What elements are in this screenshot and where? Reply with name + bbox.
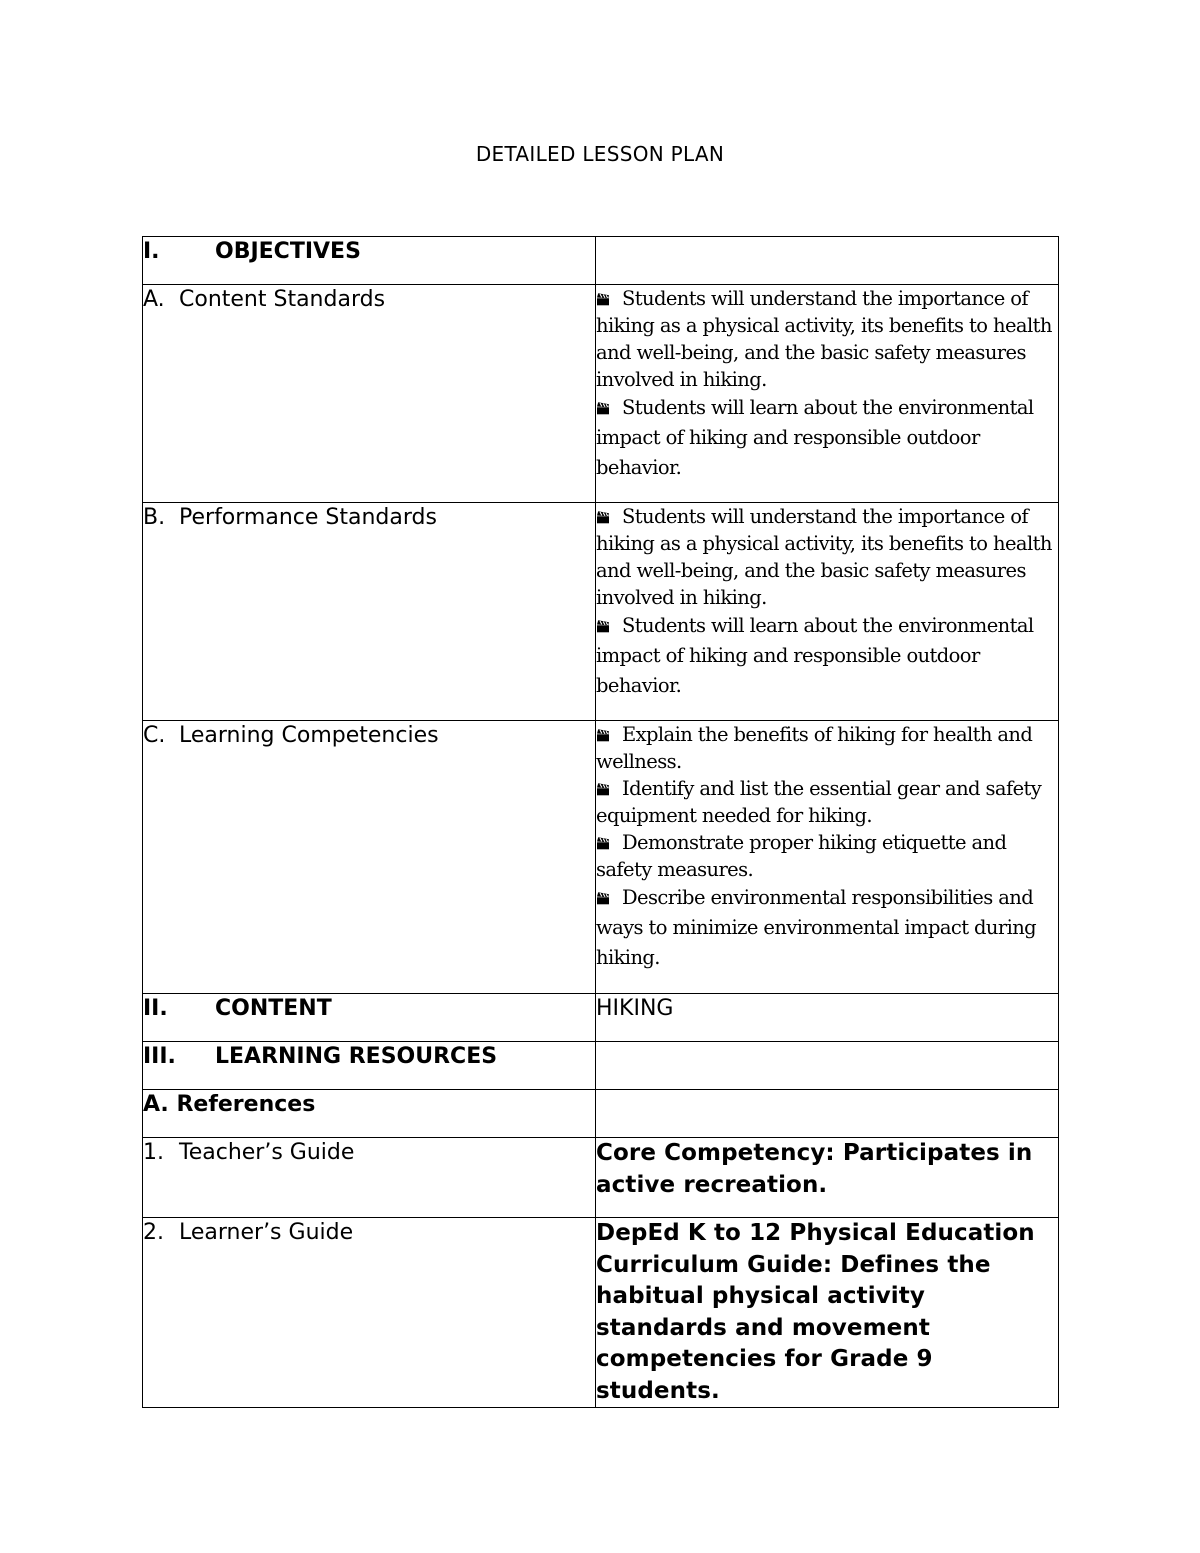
lesson-plan-table [142,236,1059,1408]
list-item: Students will learn about the environmental impact of hiking and responsible outdoor behavior. [596,396,1034,479]
row-label: Teacher’s Guide [179,1140,355,1165]
learning-competencies-value-cell [596,721,1059,994]
section-heading: LEARNING RESOURCES [215,1044,498,1069]
clapperboard-icon [596,891,610,905]
section-heading: CONTENT [215,996,332,1021]
learning-resources-heading-cell [143,1042,596,1090]
section-numeral: III. [143,1044,176,1069]
list-item: Students will learn about the environmental impact of hiking and responsible outdoor behavior. [596,614,1034,697]
content-heading-cell [143,994,596,1042]
list-item: Students will understand the importance of hiking as a physical activity, its benefits to health and well-being, and the basic safety measures involved in hiking. [596,287,1052,391]
clapperboard-icon [596,728,610,742]
teachers-guide-value: Core Competency: Participates in active recreation. [596,1140,1033,1198]
table-row [143,1042,1059,1090]
document-title: DETAILED LESSON PLAN [475,142,725,166]
table-row [143,994,1059,1042]
clapperboard-icon [596,782,610,796]
list-item: Students will understand the importance of hiking as a physical activity, its benefits to health and well-being, and the basic safety measures involved in hiking. [596,505,1052,609]
section-numeral: II. [143,996,168,1021]
row-label: Performance Standards [179,505,437,530]
references-value-cell [596,1090,1059,1138]
content-value: HIKING [596,996,674,1021]
performance-standards-label-cell [143,503,596,721]
list-item: Demonstrate proper hiking etiquette and safety measures. [596,831,1007,881]
item-number: 2. [143,1220,164,1245]
table-row [143,721,1059,994]
objectives-value-cell [596,237,1059,285]
row-label: Content Standards [179,287,386,312]
table-row [143,1090,1059,1138]
table-row [143,503,1059,721]
learning-competencies-label-cell [143,721,596,994]
bullet-list [596,721,1058,973]
item-letter: B. [143,505,166,530]
teachers-guide-label-cell [143,1138,596,1218]
item-letter: C. [143,723,166,748]
bullet-list [596,503,1058,701]
section-heading: OBJECTIVES [215,239,361,264]
performance-standards-value-cell [596,503,1059,721]
row-label: Learning Competencies [179,723,439,748]
table-row [143,237,1059,285]
table-row [143,285,1059,503]
references-heading-cell [143,1090,596,1138]
clapperboard-icon [596,401,610,415]
learners-guide-label-cell [143,1218,596,1408]
row-label: Learner’s Guide [179,1220,354,1245]
list-item: Explain the benefits of hiking for health and wellness. [596,723,1033,773]
table-row [143,1138,1059,1218]
learners-guide-value: DepEd K to 12 Physical Education Curriculum Guide: Defines the habitual physical activity standards and movement competencies for Grade 9 students. [596,1220,1035,1404]
item-letter: A. [143,287,165,312]
clapperboard-icon [596,510,610,524]
bullet-list [596,285,1058,483]
learning-resources-value-cell [596,1042,1059,1090]
item-number: 1. [143,1140,164,1165]
clapperboard-icon [596,619,610,633]
teachers-guide-value-cell [596,1138,1059,1218]
content-value-cell [596,994,1059,1042]
content-standards-value-cell [596,285,1059,503]
list-item: Identify and list the essential gear and safety equipment needed for hiking. [596,777,1042,827]
learners-guide-value-cell [596,1218,1059,1408]
clapperboard-icon [596,836,610,850]
objectives-heading-cell [143,237,596,285]
references-heading: A. References [143,1092,316,1117]
table-row [143,1218,1059,1408]
content-standards-label-cell [143,285,596,503]
section-numeral: I. [143,239,160,264]
clapperboard-icon [596,292,610,306]
list-item: Describe environmental responsibilities and ways to minimize environmental impact during hiking. [596,886,1037,969]
